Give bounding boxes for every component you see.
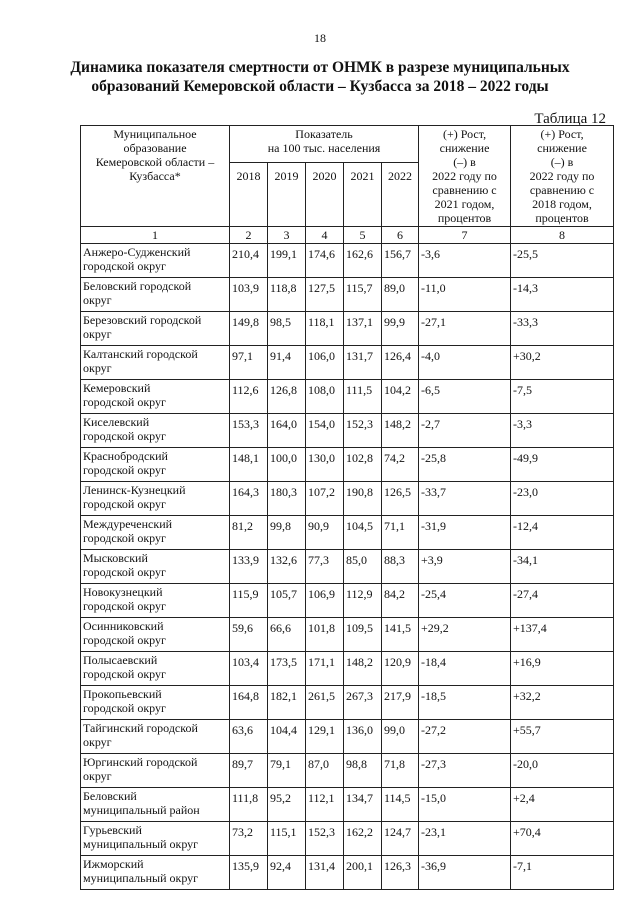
rate-cell: 180,3 [268, 482, 306, 516]
change-cell: -27,1 [419, 312, 511, 346]
title-line-1: Динамика показателя смертности от ОНМК в разрезе муниципальных [70, 59, 570, 76]
change-cell: -34,1 [511, 550, 614, 584]
rate-cell: 130,0 [306, 448, 344, 482]
rate-cell: 141,5 [382, 618, 419, 652]
rate-cell: 92,4 [268, 856, 306, 890]
municipality-name [81, 584, 230, 618]
change-cell: -20,0 [511, 754, 614, 788]
municipality-name-line: городской округ [83, 565, 166, 579]
rate-cell: 66,6 [268, 618, 306, 652]
rate-cell: 136,0 [344, 720, 382, 754]
document-title [60, 58, 580, 96]
header-municipality-line: Муниципальное [113, 127, 197, 141]
municipality-name-line: Осинниковский [83, 619, 164, 633]
municipality-name-line: городской округ [83, 395, 166, 409]
header-change-2018-line: процентов [535, 211, 589, 225]
header-change-2021-line: (+) Рост, [442, 127, 487, 141]
municipality-name-line: Калтанский городской [83, 347, 198, 361]
column-number: 8 [511, 227, 614, 244]
rate-cell: 152,3 [306, 822, 344, 856]
rate-cell: 153,3 [230, 414, 268, 448]
header-year: 2019 [268, 163, 306, 227]
municipality-name-line: городской округ [83, 633, 166, 647]
municipality-name-line: городской округ [83, 531, 166, 545]
rate-cell: 115,9 [230, 584, 268, 618]
municipality-name-line: городской округ [83, 497, 166, 511]
municipality-name-line: округ [83, 327, 112, 341]
table-row [81, 482, 614, 516]
municipality-name-line: Кемеровский [83, 381, 151, 395]
municipality-name-line: Мысковский [83, 551, 148, 565]
municipality-name [81, 312, 230, 346]
header-municipality-line: Кузбасса* [129, 169, 181, 183]
table-row [81, 754, 614, 788]
header-year: 2018 [230, 163, 268, 227]
table-row [81, 788, 614, 822]
header-indicator-line: Показатель [295, 127, 353, 141]
change-cell: +29,2 [419, 618, 511, 652]
table-row [81, 278, 614, 312]
change-cell: -23,1 [419, 822, 511, 856]
table-row [81, 856, 614, 890]
rate-cell: 74,2 [382, 448, 419, 482]
rate-cell: 99,8 [268, 516, 306, 550]
change-cell: -15,0 [419, 788, 511, 822]
column-number: 3 [268, 227, 306, 244]
rate-cell: 115,7 [344, 278, 382, 312]
rate-cell: 171,1 [306, 652, 344, 686]
change-cell: +137,4 [511, 618, 614, 652]
mortality-table [80, 125, 614, 890]
title-line-2: образований Кемеровской области – Кузбасса за 2018 – 2022 годы [91, 78, 549, 95]
rate-cell: 112,1 [306, 788, 344, 822]
rate-cell: 133,9 [230, 550, 268, 584]
rate-cell: 148,2 [344, 652, 382, 686]
municipality-name-line: округ [83, 735, 112, 749]
rate-cell: 97,1 [230, 346, 268, 380]
header-change-2018-line: снижение [537, 141, 587, 155]
header-municipality [81, 126, 230, 227]
rate-cell: 103,9 [230, 278, 268, 312]
rate-cell: 126,5 [382, 482, 419, 516]
rate-cell: 134,7 [344, 788, 382, 822]
rate-cell: 89,0 [382, 278, 419, 312]
change-cell: -4,0 [419, 346, 511, 380]
municipality-name [81, 482, 230, 516]
rate-cell: 104,2 [382, 380, 419, 414]
change-cell: -27,4 [511, 584, 614, 618]
header-change-2021-line: 2022 году по [432, 169, 497, 183]
rate-cell: 71,1 [382, 516, 419, 550]
rate-cell: 135,9 [230, 856, 268, 890]
municipality-name [81, 686, 230, 720]
change-cell: +16,9 [511, 652, 614, 686]
change-cell: +32,2 [511, 686, 614, 720]
municipality-name-line: Междуреченский [83, 517, 173, 531]
rate-cell: 173,5 [268, 652, 306, 686]
municipality-name-line: Беловский городской [83, 279, 192, 293]
rate-cell: 99,9 [382, 312, 419, 346]
rate-cell: 182,1 [268, 686, 306, 720]
header-change-2021-line: снижение [439, 141, 490, 155]
rate-cell: 162,6 [344, 244, 382, 278]
rate-cell: 164,3 [230, 482, 268, 516]
column-numbers-row [81, 227, 614, 244]
rate-cell: 164,8 [230, 686, 268, 720]
rate-cell: 190,8 [344, 482, 382, 516]
table-label: Таблица 12 [534, 111, 606, 127]
rate-cell: 217,9 [382, 686, 419, 720]
table-row [81, 346, 614, 380]
table-row [81, 448, 614, 482]
rate-cell: 99,0 [382, 720, 419, 754]
rate-cell: 126,3 [382, 856, 419, 890]
header-year: 2022 [382, 163, 419, 227]
rate-cell: 101,8 [306, 618, 344, 652]
change-cell: -25,5 [511, 244, 614, 278]
header-change-2021-line: 2021 годом, [434, 197, 495, 211]
column-number: 6 [382, 227, 419, 244]
table-row [81, 822, 614, 856]
rate-cell: 118,1 [306, 312, 344, 346]
municipality-name [81, 278, 230, 312]
municipality-name [81, 516, 230, 550]
rate-cell: 154,0 [306, 414, 344, 448]
header-change-2021-line: (–) в [453, 155, 476, 169]
municipality-name-line: округ [83, 293, 112, 307]
rate-cell: 106,0 [306, 346, 344, 380]
change-cell: -31,9 [419, 516, 511, 550]
rate-cell: 127,5 [306, 278, 344, 312]
municipality-name-line: Прокопьевский [83, 687, 162, 701]
municipality-name-line: муниципальный район [83, 803, 200, 817]
municipality-name-line: Новокузнецкий [83, 585, 163, 599]
municipality-name-line: Анжеро-Судженский [83, 245, 191, 259]
rate-cell: 267,3 [344, 686, 382, 720]
table-row [81, 380, 614, 414]
rate-cell: 107,2 [306, 482, 344, 516]
change-cell: -18,4 [419, 652, 511, 686]
change-cell: -36,9 [419, 856, 511, 890]
rate-cell: 111,8 [230, 788, 268, 822]
rate-cell: 112,9 [344, 584, 382, 618]
change-cell: -6,5 [419, 380, 511, 414]
rate-cell: 115,1 [268, 822, 306, 856]
municipality-name-line: Гурьевский [83, 823, 142, 837]
municipality-name-line: округ [83, 361, 112, 375]
municipality-name [81, 380, 230, 414]
header-municipality-line: образование [123, 141, 187, 155]
header-change-2021-line: процентов [437, 211, 492, 225]
municipality-name-line: Тайгинский городской [83, 721, 198, 735]
header-change-2018-line: 2018 годом, [532, 197, 592, 211]
municipality-name-line: Березовский городской [83, 313, 202, 327]
change-cell: -25,8 [419, 448, 511, 482]
rate-cell: 91,4 [268, 346, 306, 380]
rate-cell: 87,0 [306, 754, 344, 788]
municipality-name [81, 244, 230, 278]
change-cell: -49,9 [511, 448, 614, 482]
municipality-name-line: городской округ [83, 259, 166, 273]
rate-cell: 132,6 [268, 550, 306, 584]
table-row [81, 244, 614, 278]
municipality-name [81, 720, 230, 754]
rate-cell: 162,2 [344, 822, 382, 856]
rate-cell: 73,2 [230, 822, 268, 856]
municipality-name [81, 754, 230, 788]
table-row [81, 516, 614, 550]
municipality-name [81, 448, 230, 482]
table-row [81, 584, 614, 618]
change-cell: -7,5 [511, 380, 614, 414]
change-cell: +2,4 [511, 788, 614, 822]
municipality-name-line: Беловский [83, 789, 137, 803]
change-cell: -12,4 [511, 516, 614, 550]
rate-cell: 79,1 [268, 754, 306, 788]
rate-cell: 199,1 [268, 244, 306, 278]
rate-cell: 131,4 [306, 856, 344, 890]
change-cell: +3,9 [419, 550, 511, 584]
change-cell: -3,3 [511, 414, 614, 448]
rate-cell: 105,7 [268, 584, 306, 618]
rate-cell: 106,9 [306, 584, 344, 618]
header-change-2018-line: (–) в [550, 155, 574, 169]
header-year: 2020 [306, 163, 344, 227]
rate-cell: 126,8 [268, 380, 306, 414]
municipality-name [81, 788, 230, 822]
municipality-name-line: городской округ [83, 667, 166, 681]
header-indicator-line: на 100 тыс. населения [267, 141, 381, 155]
municipality-name-line: Краснобродский [83, 449, 168, 463]
municipality-name-line: Юргинский городской [83, 755, 198, 769]
table-row [81, 618, 614, 652]
change-cell: +30,2 [511, 346, 614, 380]
rate-cell: 108,0 [306, 380, 344, 414]
municipality-name-line: округ [83, 769, 112, 783]
change-cell: -7,1 [511, 856, 614, 890]
rate-cell: 90,9 [306, 516, 344, 550]
rate-cell: 118,8 [268, 278, 306, 312]
rate-cell: 103,4 [230, 652, 268, 686]
change-cell: -23,0 [511, 482, 614, 516]
rate-cell: 77,3 [306, 550, 344, 584]
header-change-2018-line: 2022 году по [529, 169, 595, 183]
rate-cell: 174,6 [306, 244, 344, 278]
header-year: 2021 [344, 163, 382, 227]
change-cell: +70,4 [511, 822, 614, 856]
rate-cell: 104,5 [344, 516, 382, 550]
rate-cell: 149,8 [230, 312, 268, 346]
rate-cell: 98,5 [268, 312, 306, 346]
rate-cell: 88,3 [382, 550, 419, 584]
rate-cell: 84,2 [382, 584, 419, 618]
municipality-name-line: Ижморский [83, 857, 144, 871]
change-cell: -18,5 [419, 686, 511, 720]
municipality-name [81, 346, 230, 380]
municipality-name [81, 856, 230, 890]
rate-cell: 152,3 [344, 414, 382, 448]
rate-cell: 100,0 [268, 448, 306, 482]
municipality-name-line: городской округ [83, 599, 166, 613]
municipality-name-line: Киселевский [83, 415, 150, 429]
rate-cell: 164,0 [268, 414, 306, 448]
municipality-name [81, 618, 230, 652]
rate-cell: 131,7 [344, 346, 382, 380]
change-cell: -27,3 [419, 754, 511, 788]
rate-cell: 261,5 [306, 686, 344, 720]
header-indicator [230, 126, 419, 163]
change-cell: -14,3 [511, 278, 614, 312]
rate-cell: 63,6 [230, 720, 268, 754]
column-number: 2 [230, 227, 268, 244]
column-number: 5 [344, 227, 382, 244]
municipality-name [81, 550, 230, 584]
rate-cell: 210,4 [230, 244, 268, 278]
header-change-2021-line: сравнению с [432, 183, 497, 197]
header-change-2018-line: (+) Рост, [540, 127, 584, 141]
rate-cell: 89,7 [230, 754, 268, 788]
column-number: 7 [419, 227, 511, 244]
municipality-name-line: городской округ [83, 429, 166, 443]
header-change-2018 [511, 126, 614, 227]
municipality-name-line: муниципальный округ [83, 871, 199, 885]
municipality-name-line: Полысаевский [83, 653, 158, 667]
municipality-name-line: Ленинск-Кузнецкий [83, 483, 186, 497]
rate-cell: 102,8 [344, 448, 382, 482]
change-cell: -2,7 [419, 414, 511, 448]
column-number: 4 [306, 227, 344, 244]
change-cell: +55,7 [511, 720, 614, 754]
rate-cell: 95,2 [268, 788, 306, 822]
table-row [81, 720, 614, 754]
rate-cell: 104,4 [268, 720, 306, 754]
rate-cell: 111,5 [344, 380, 382, 414]
change-cell: -25,4 [419, 584, 511, 618]
table-row [81, 652, 614, 686]
rate-cell: 148,1 [230, 448, 268, 482]
rate-cell: 137,1 [344, 312, 382, 346]
municipality-name [81, 652, 230, 686]
change-cell: -33,7 [419, 482, 511, 516]
rate-cell: 148,2 [382, 414, 419, 448]
rate-cell: 114,5 [382, 788, 419, 822]
table-row [81, 550, 614, 584]
rate-cell: 81,2 [230, 516, 268, 550]
rate-cell: 109,5 [344, 618, 382, 652]
rate-cell: 129,1 [306, 720, 344, 754]
table-row [81, 312, 614, 346]
municipality-name-line: городской округ [83, 701, 166, 715]
change-cell: -33,3 [511, 312, 614, 346]
rate-cell: 156,7 [382, 244, 419, 278]
page-number: 18 [314, 31, 326, 45]
header-change-2018-line: сравнению с [529, 183, 595, 197]
header-municipality-line: Кемеровской области – [95, 155, 215, 169]
table-row [81, 414, 614, 448]
rate-cell: 126,4 [382, 346, 419, 380]
rate-cell: 200,1 [344, 856, 382, 890]
rate-cell: 85,0 [344, 550, 382, 584]
rate-cell: 59,6 [230, 618, 268, 652]
rate-cell: 112,6 [230, 380, 268, 414]
header-row-1 [81, 126, 614, 163]
rate-cell: 98,8 [344, 754, 382, 788]
change-cell: -3,6 [419, 244, 511, 278]
change-cell: -27,2 [419, 720, 511, 754]
municipality-name-line: городской округ [83, 463, 166, 477]
change-cell: -11,0 [419, 278, 511, 312]
column-number: 1 [81, 227, 230, 244]
municipality-name-line: муниципальный округ [83, 837, 199, 851]
table-row [81, 686, 614, 720]
rate-cell: 71,8 [382, 754, 419, 788]
rate-cell: 124,7 [382, 822, 419, 856]
header-change-2021 [419, 126, 511, 227]
rate-cell: 120,9 [382, 652, 419, 686]
municipality-name [81, 414, 230, 448]
municipality-name [81, 822, 230, 856]
